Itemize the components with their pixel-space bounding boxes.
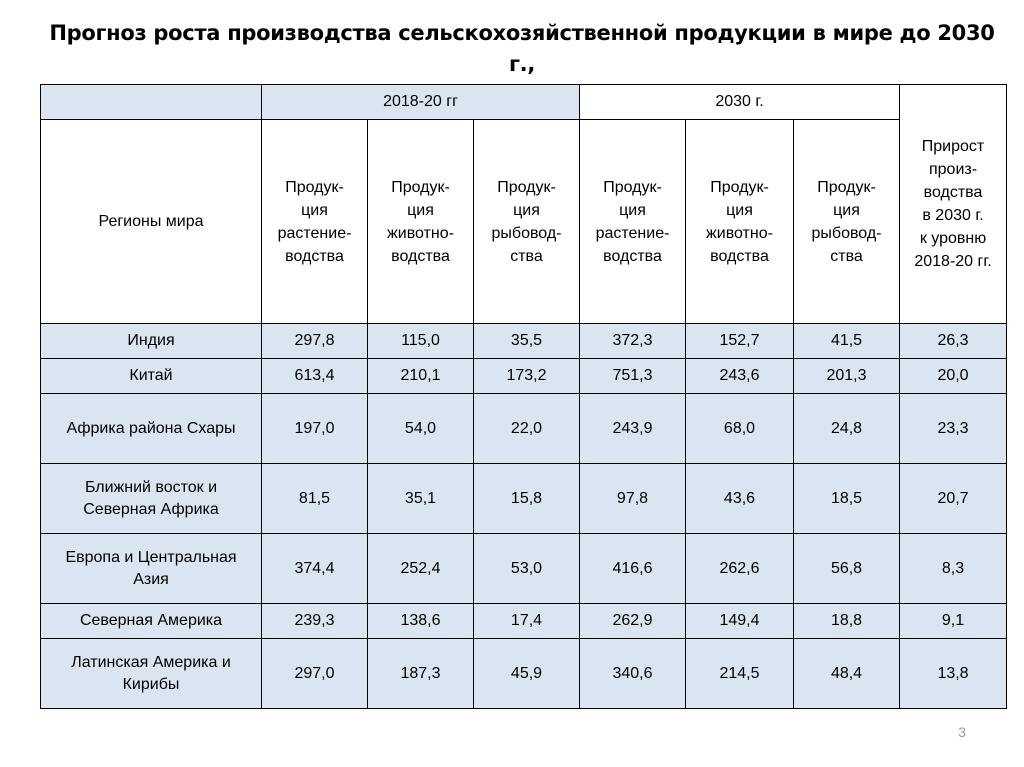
region-header: Регионы мира bbox=[41, 120, 262, 324]
value-cell: 24,8 bbox=[794, 394, 900, 464]
col-header-line: ция bbox=[513, 201, 540, 219]
value-cell: 35,5 bbox=[474, 324, 580, 359]
value-cell: 35,1 bbox=[368, 464, 474, 534]
growth-header-line: в 2030 г. bbox=[922, 207, 984, 224]
value-cell: 41,5 bbox=[794, 324, 900, 359]
value-cell: 173,2 bbox=[474, 359, 580, 394]
value-cell: 15,8 bbox=[474, 464, 580, 534]
value-cell: 23,3 bbox=[900, 394, 1007, 464]
growth-header-line: Прирост bbox=[921, 138, 985, 155]
region-cell bbox=[41, 464, 262, 534]
col-header-line: животно- bbox=[706, 224, 773, 242]
col-header-line: Продук- bbox=[497, 178, 556, 196]
table-row bbox=[41, 394, 1007, 464]
value-cell: 374,4 bbox=[262, 534, 368, 604]
col-header-fish-2018 bbox=[474, 120, 580, 324]
region-name-line: Кирибы bbox=[122, 675, 180, 693]
header-row-columns bbox=[41, 120, 1007, 324]
col-header-line: ция bbox=[833, 201, 860, 219]
header-row-groups bbox=[41, 85, 1007, 120]
value-cell: 115,0 bbox=[368, 324, 474, 359]
value-cell: 48,4 bbox=[794, 639, 900, 709]
region-cell bbox=[41, 639, 262, 709]
value-cell: 22,0 bbox=[474, 394, 580, 464]
region-name-line: Северная Африка bbox=[83, 500, 219, 518]
col-header-line: ства bbox=[830, 247, 863, 265]
value-cell: 43,6 bbox=[686, 464, 794, 534]
growth-header-line: к уровню bbox=[919, 230, 987, 247]
value-cell: 13,8 bbox=[900, 639, 1007, 709]
value-cell: 53,0 bbox=[474, 534, 580, 604]
value-cell: 45,9 bbox=[474, 639, 580, 709]
col-header-line: водства bbox=[710, 247, 769, 265]
col-header-crop-2030 bbox=[580, 120, 686, 324]
group-header-2030: 2030 г. bbox=[580, 85, 900, 120]
col-header-line: ция bbox=[407, 201, 434, 219]
col-header-fish-2030 bbox=[794, 120, 900, 324]
col-header-line: Продук- bbox=[391, 178, 450, 196]
region-cell bbox=[41, 359, 262, 394]
col-header-line: ция bbox=[726, 201, 753, 219]
col-header-line: животно- bbox=[387, 224, 454, 242]
value-cell: 262,6 bbox=[686, 534, 794, 604]
col-header-line: Продук- bbox=[285, 178, 344, 196]
value-cell: 97,8 bbox=[580, 464, 686, 534]
value-cell: 20,7 bbox=[900, 464, 1007, 534]
value-cell: 54,0 bbox=[368, 394, 474, 464]
col-header-line: водства bbox=[603, 247, 662, 265]
region-cell bbox=[41, 534, 262, 604]
value-cell: 243,9 bbox=[580, 394, 686, 464]
value-cell: 81,5 bbox=[262, 464, 368, 534]
col-header-line: ция bbox=[619, 201, 646, 219]
region-name-line: Европа и Центральная bbox=[65, 548, 237, 566]
value-cell: 149,4 bbox=[686, 604, 794, 639]
value-cell: 18,5 bbox=[794, 464, 900, 534]
region-name-line: Индия bbox=[127, 332, 175, 349]
value-cell: 56,8 bbox=[794, 534, 900, 604]
col-header-line: Продук- bbox=[603, 178, 662, 196]
growth-header-line: водства bbox=[923, 184, 983, 201]
region-name-line: Северная Америка bbox=[79, 612, 223, 629]
region-name-line: Азия bbox=[133, 570, 169, 588]
value-cell: 210,1 bbox=[368, 359, 474, 394]
value-cell: 297,8 bbox=[262, 324, 368, 359]
value-cell: 138,6 bbox=[368, 604, 474, 639]
value-cell: 214,5 bbox=[686, 639, 794, 709]
value-cell: 201,3 bbox=[794, 359, 900, 394]
value-cell: 26,3 bbox=[900, 324, 1007, 359]
value-cell: 9,1 bbox=[900, 604, 1007, 639]
value-cell: 197,0 bbox=[262, 394, 368, 464]
col-header-line: Продук- bbox=[710, 178, 769, 196]
value-cell: 8,3 bbox=[900, 534, 1007, 604]
col-header-line: рыбовод- bbox=[491, 224, 562, 242]
slide-title-line-1: Прогноз роста производства сельскохозяйственной продукции в мире до 2030 г., bbox=[49, 21, 995, 76]
value-cell: 340,6 bbox=[580, 639, 686, 709]
region-name-line: Китай bbox=[129, 367, 173, 384]
region-name-line: Латинская Америка и bbox=[71, 653, 231, 671]
forecast-table bbox=[40, 84, 1007, 709]
value-cell: 18,8 bbox=[794, 604, 900, 639]
value-cell: 252,4 bbox=[368, 534, 474, 604]
col-header-line: Продук- bbox=[817, 178, 876, 196]
value-cell: 262,9 bbox=[580, 604, 686, 639]
region-cell bbox=[41, 394, 262, 464]
col-header-line: рыбовод- bbox=[811, 224, 882, 242]
col-header-line: растение- bbox=[277, 224, 352, 242]
value-cell: 239,3 bbox=[262, 604, 368, 639]
table-row bbox=[41, 359, 1007, 394]
col-header-line: растение- bbox=[595, 224, 670, 242]
table-row bbox=[41, 534, 1007, 604]
col-header-crop-2018 bbox=[262, 120, 368, 324]
value-cell: 751,3 bbox=[580, 359, 686, 394]
col-header-livestock-2030 bbox=[686, 120, 794, 324]
col-header-line: ция bbox=[301, 201, 328, 219]
col-header-line: водства bbox=[285, 247, 344, 265]
value-cell: 152,7 bbox=[686, 324, 794, 359]
region-cell bbox=[41, 324, 262, 359]
col-header-livestock-2018 bbox=[368, 120, 474, 324]
value-cell: 613,4 bbox=[262, 359, 368, 394]
growth-header-line: произ- bbox=[928, 161, 978, 178]
region-cell bbox=[41, 604, 262, 639]
value-cell: 372,3 bbox=[580, 324, 686, 359]
region-name-line: Ближний восток и bbox=[84, 478, 218, 496]
value-cell: 68,0 bbox=[686, 394, 794, 464]
value-cell: 243,6 bbox=[686, 359, 794, 394]
col-header-line: водства bbox=[391, 247, 450, 265]
value-cell: 187,3 bbox=[368, 639, 474, 709]
value-cell: 20,0 bbox=[900, 359, 1007, 394]
page-number: 3 bbox=[958, 724, 966, 740]
region-name-line: Африка района Схары bbox=[66, 419, 236, 437]
table-row bbox=[41, 324, 1007, 359]
table-row bbox=[41, 464, 1007, 534]
growth-header bbox=[900, 85, 1007, 324]
table-row bbox=[41, 639, 1007, 709]
table-row bbox=[41, 604, 1007, 639]
corner-cell bbox=[41, 85, 262, 120]
col-header-line: ства bbox=[510, 247, 543, 265]
growth-header-line: 2018-20 гг. bbox=[914, 253, 992, 270]
value-cell: 297,0 bbox=[262, 639, 368, 709]
group-header-2018-20: 2018-20 гг bbox=[262, 85, 580, 120]
value-cell: 416,6 bbox=[580, 534, 686, 604]
value-cell: 17,4 bbox=[474, 604, 580, 639]
